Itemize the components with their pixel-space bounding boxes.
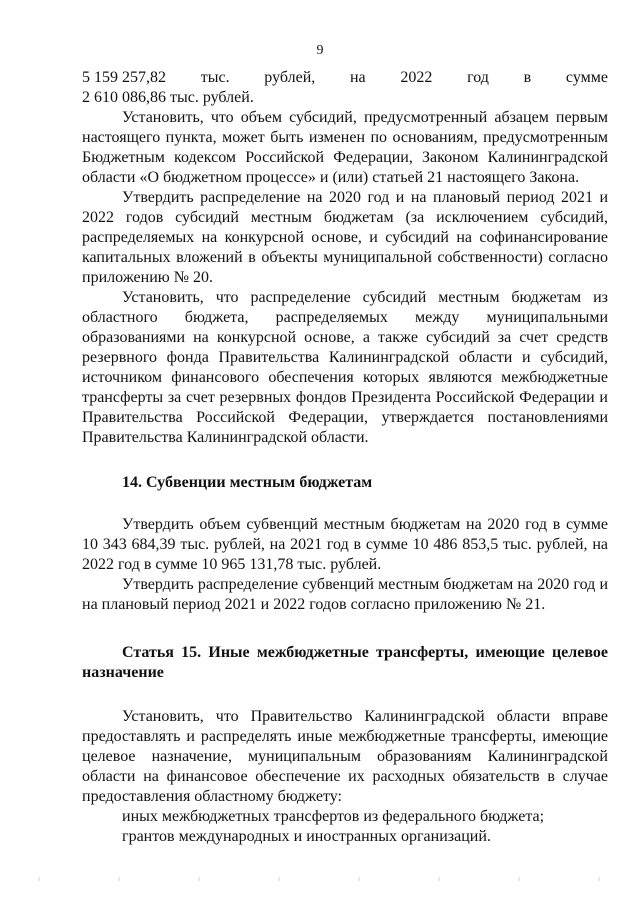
line-word: сумме [565,69,608,86]
paragraph: Установить, что Правительство Калининградской области вправе предоставлять и распределять иные межбюджетные трансферты, имеющие целевое назначение, муниципальным образованиям Калининградской области на финансовое обеспечение их расходных обязательств в случае предоставления областному бюджету: [82,708,608,805]
paragraph: Утвердить объем субвенций местным бюджетам на 2020 год в сумме 10 343 684,39 тыс. рублей, на 2021 год в сумме 10 486 853,5 тыс. рублей, на 2022 год в сумме 10 965 131,78 тыс. рублей. [82,516,608,573]
continuation-line [82,68,608,88]
scan-artifact [0,877,640,881]
document-body [82,68,608,847]
paragraph: Утвердить распределение субвенций местным бюджетам на 2020 год и на плановый период 2021 и 2022 годов согласно приложению № 21. [82,576,608,613]
line-word: год [467,69,489,86]
list-item: грантов международных и иностранных организаций. [122,828,491,845]
paragraph: Утвердить распределение на 2020 год и на плановый период 2021 и 2022 годов субсидий местным бюджетам (за исключением субсидий, распределяемых на конкурсной основе, и субсидий на софинансирование капитальных вложений в объекты муниципальной собственности) согласно приложению № 20. [82,189,608,286]
line-word: 5 159 257,82 [82,69,166,86]
paragraph: Установить, что распределение субсидий местным бюджетам из областного бюджета, распределяемых между муниципальными образованиями на конкурсной основе, а также субсидий за счет средств резервного фонда Правительства Калининградской области и субсидий, источником финансового обеспечения которых являются межбюджетные трансферты за счет резервных фондов Президента Российской Федерации и Правительства Российской Федерации, утверждается постановлениями Правительства Калининградской области. [82,289,608,446]
continuation-line-2: 2 610 086,86 тыс. рублей. [82,89,254,106]
section-heading: 14. Субвенции местным бюджетам [122,474,373,491]
line-word: 2022 [400,69,433,86]
line-word: тыс. [200,69,230,86]
line-word: рублей, [264,69,316,86]
paragraph: Установить, что объем субсидий, предусмотренный абзацем первым настоящего пункта, может быть изменен по основаниям, предусмотренным Бюджетным кодексом Российской Федерации, Законом Калининградской области «О бюджетном процессе» и (или) статьей 21 настоящего Закона. [82,109,608,186]
article-heading: Статья 15. Иные межбюджетные трансферты, имеющие целевое назначение [82,644,608,681]
page-number: 9 [316,43,324,58]
list-item: иных межбюджетных трансфертов из федерального бюджета; [122,808,545,825]
line-word: в [523,69,532,86]
line-word: на [349,69,366,86]
